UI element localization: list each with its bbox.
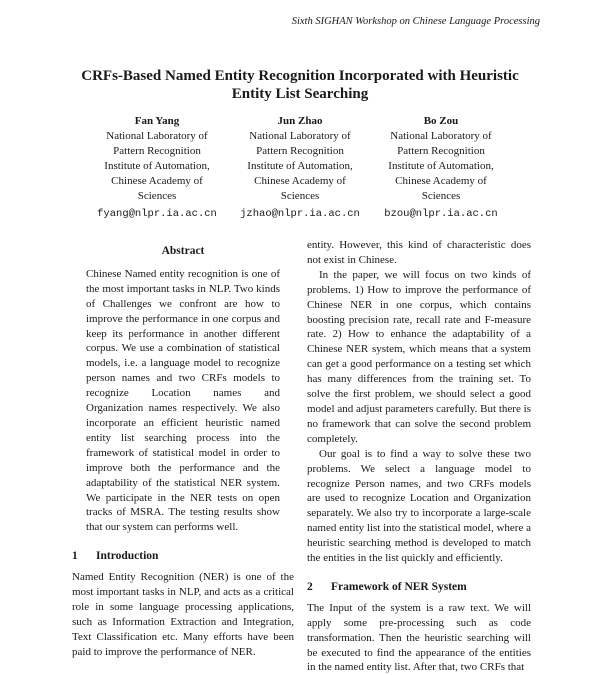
author-affiliation: National Laboratory of — [106, 130, 208, 142]
author-name: Bo Zou — [423, 115, 459, 127]
section-title: Introduction — [96, 550, 159, 563]
running-head: Sixth SIGHAN Workshop on Chinese Language Processing — [291, 16, 540, 27]
author-name: Jun Zhao — [277, 115, 323, 127]
section-title: Framework of NER System — [331, 580, 467, 593]
author-affiliation: Pattern Recognition — [113, 145, 201, 157]
body-paragraph: entity. However, this kind of characteristic does not exist in Chinese. — [307, 239, 531, 266]
author-affiliation: National Laboratory of — [390, 130, 492, 142]
author-affiliation: Sciences — [137, 190, 177, 202]
right-column — [307, 238, 531, 675]
section-number: 1 — [72, 550, 78, 563]
author-affiliation: Chinese Academy of — [395, 175, 487, 187]
framework-text: The Input of the system is a raw text. We will apply some pre-processing such as code transformation. Then the heuristic searching will be executed to find the appearance of the entities in the named entity list. After that, two CRFs that — [307, 601, 531, 674]
author-affiliation: Pattern Recognition — [397, 145, 485, 157]
left-column — [72, 244, 294, 660]
author-affiliation: Chinese Academy of — [111, 175, 203, 187]
body-paragraph: In the paper, we will focus on two kinds of problems. 1) How to improve the performance of Chinese NER in one corpus, which contains boosting precision rate, recall rate and F-measure rate. 2) How to enhance the adaptability of a Chinese NER system, which means that a system can get a good performance on a testing set which has many differences from the training set. To solve the first problem, we should select a good model and adjust parameters carefully. But there is no framework that can solve the second problem completely. — [307, 268, 531, 445]
author-email[interactable]: fyang@nlpr.ia.ac.cn — [97, 208, 217, 220]
author-affiliation: Sciences — [280, 190, 320, 202]
abstract-text: Chinese Named entity recognition is one of the most important tasks in NLP. Two kinds of Challenges we confront are how to improve the performance in one corpus and keep its performance in another different corpus. We use a combination of statistical models, i.e. a language model to recognize person names and two CRFs models to recognize Location names and Organization names respectively. We also incorporate an efficient heuristic named entity list searching process into the framework of statistical model in order to improve both the performance and the adaptability of the statistical NER system. We participate in the NER tests on open tracks of MSRA. The testing results show that our system can performs well. — [86, 267, 280, 534]
author-affiliation: Sciences — [421, 190, 461, 202]
author-block — [82, 114, 232, 222]
author-affiliation: Institute of Automation, — [104, 160, 210, 172]
author-affiliation: Institute of Automation, — [247, 160, 353, 172]
author-email[interactable]: bzou@nlpr.ia.ac.cn — [384, 208, 498, 220]
author-affiliation: Pattern Recognition — [256, 145, 344, 157]
body-paragraph: Our goal is to find a way to solve these two problems. We select a language model to recognize Person names, and two CRFs models are used to recognize Location and Organization separately. We also try to incorporate a large-scale named entity list into the statistical model, where a heuristic searching method is developed to match the entities in the list quickly and efficiently. — [307, 447, 531, 565]
author-affiliation: Institute of Automation, — [388, 160, 494, 172]
author-block — [225, 114, 375, 222]
author-affiliation: National Laboratory of — [249, 130, 351, 142]
author-block — [366, 114, 516, 222]
author-email[interactable]: jzhao@nlpr.ia.ac.cn — [240, 208, 360, 220]
section-number: 2 — [307, 580, 313, 593]
intro-text: Named Entity Recognition (NER) is one of the most important tasks in NLP, and acts as a critical role in some language processing applications, such as Information Extraction and Integration, Text Classification etc. Many efforts have been paid to improve the performance of NER. — [72, 571, 294, 658]
section-heading-introduction — [72, 549, 280, 564]
author-name: Fan Yang — [134, 115, 180, 127]
paper-title: CRFs-Based Named Entity Recognition Incorporated with Heuristic Entity List Searching — [81, 68, 519, 102]
author-affiliation: Chinese Academy of — [254, 175, 346, 187]
abstract-heading: Abstract — [161, 245, 205, 257]
section-heading-framework — [307, 580, 531, 595]
